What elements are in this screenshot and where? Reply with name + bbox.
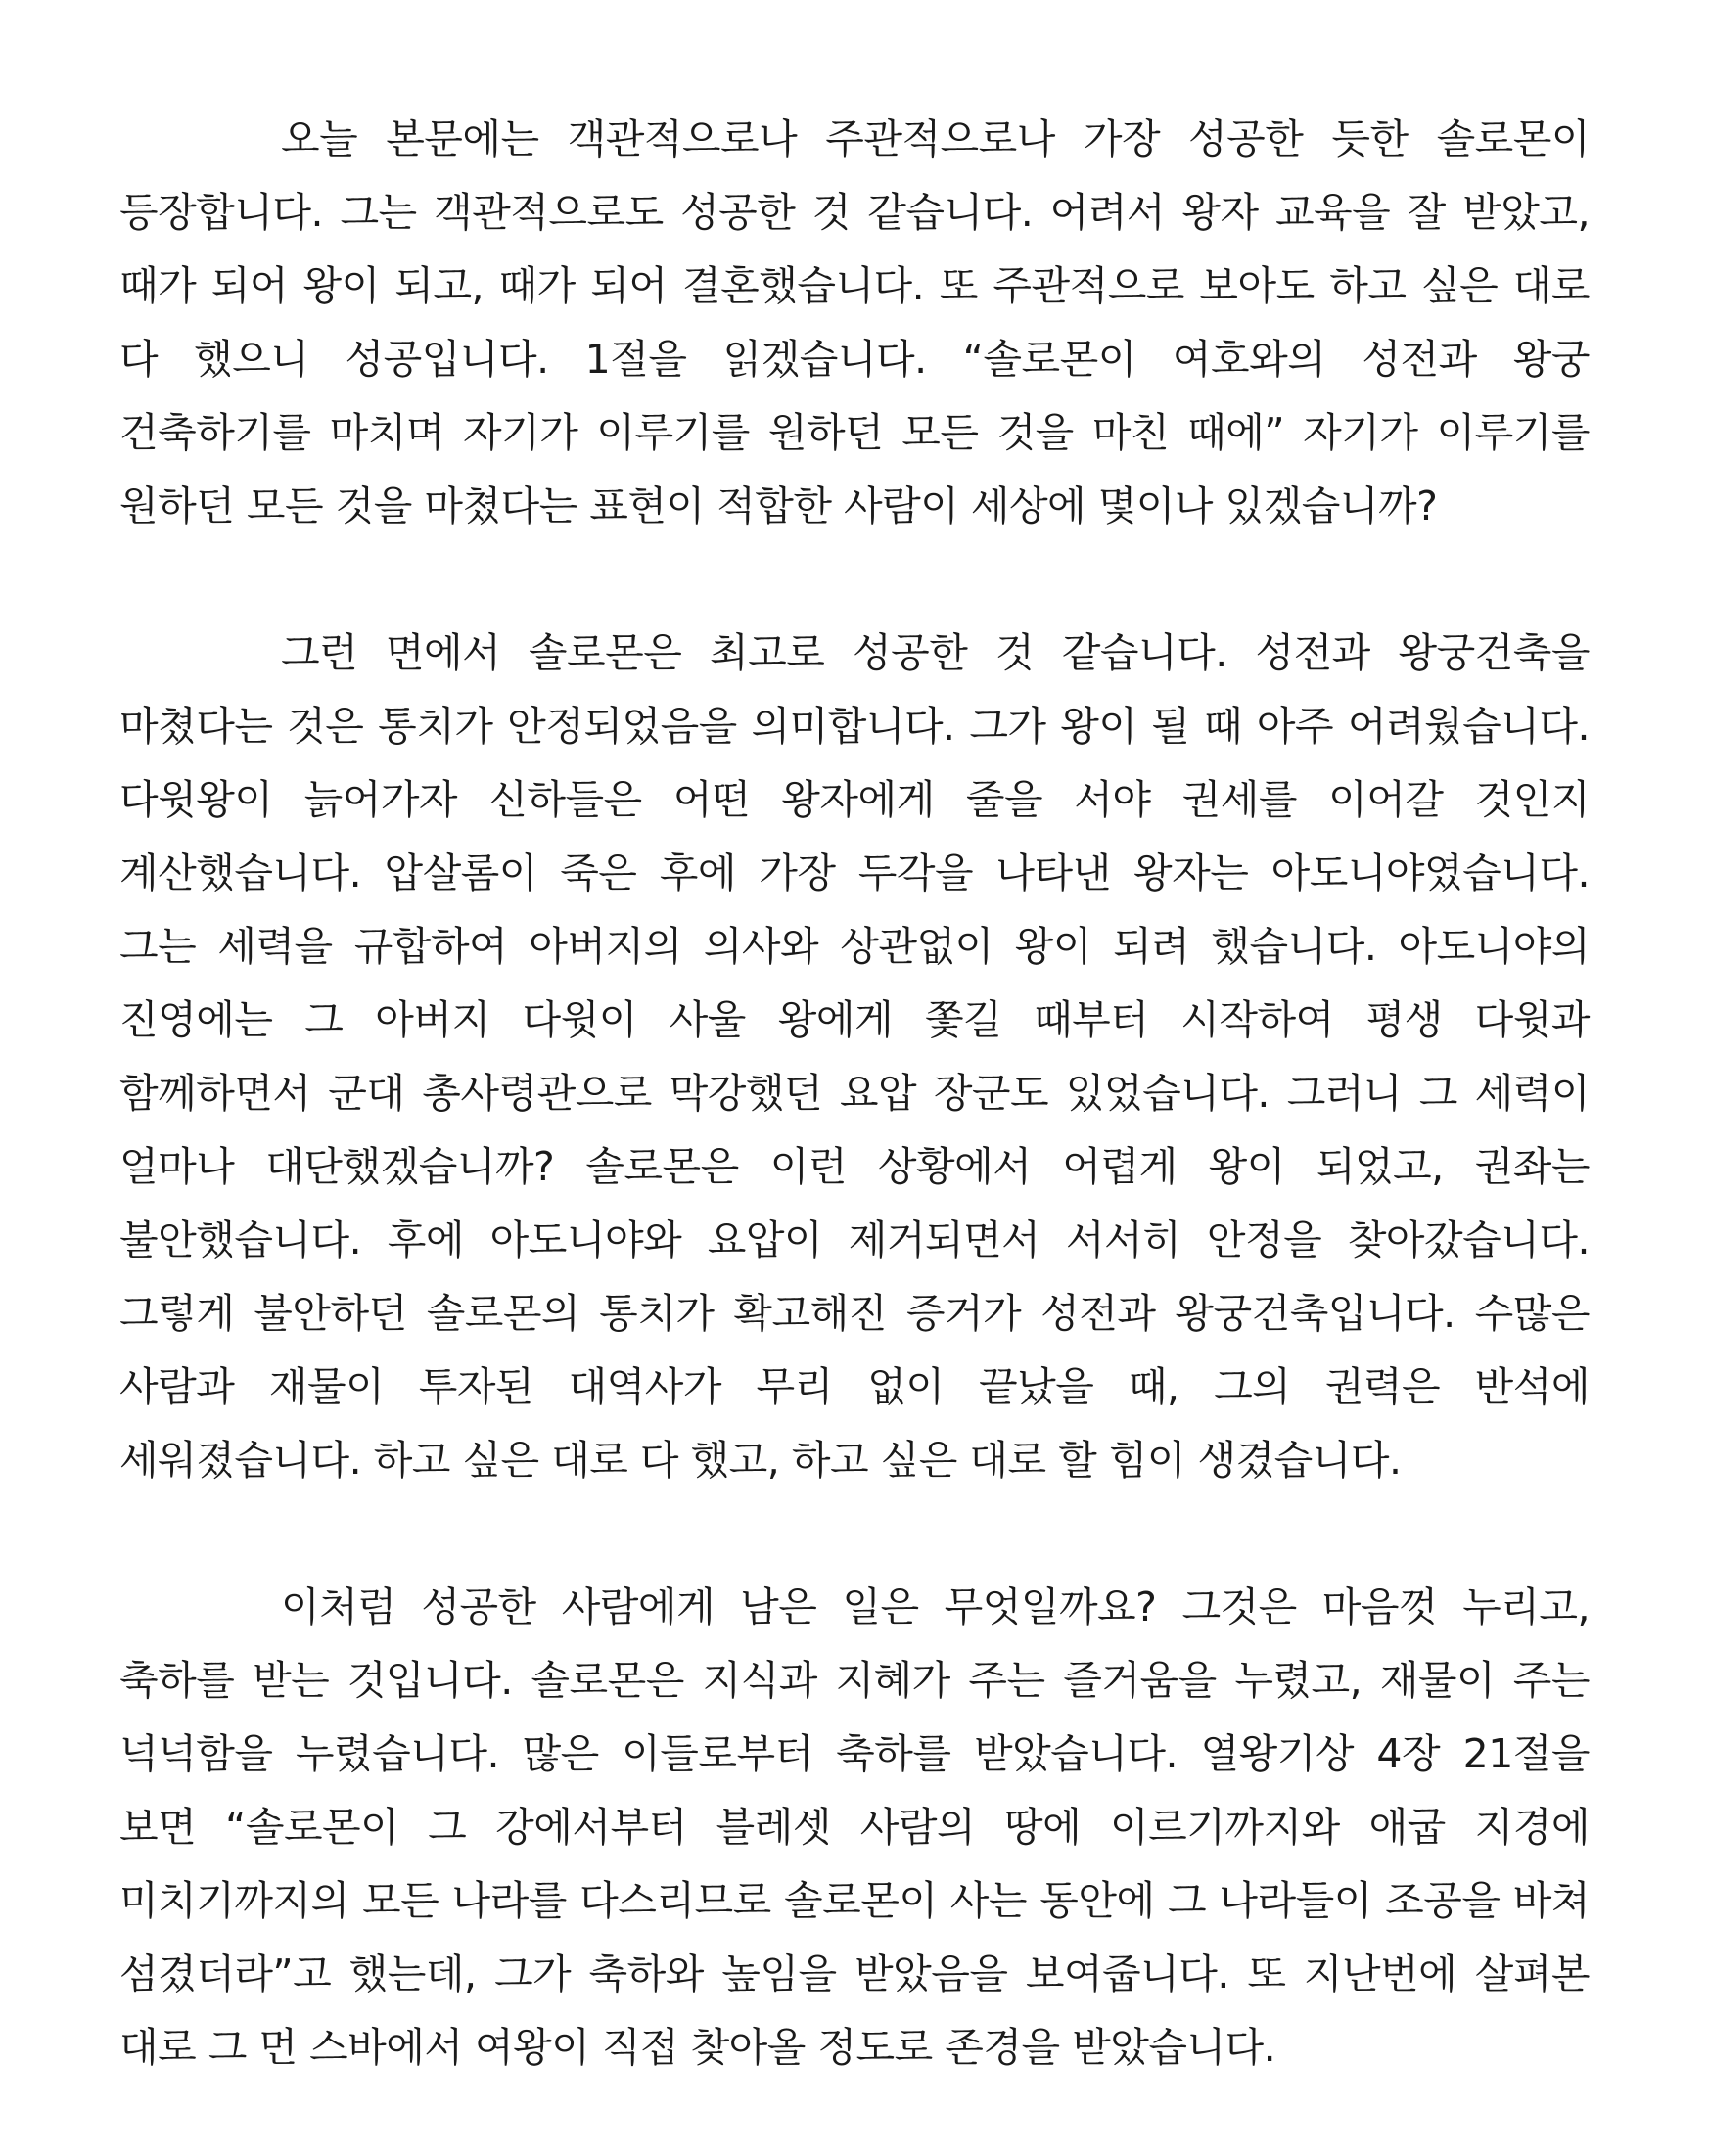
paragraph-3: 이처럼 성공한 사람에게 남은 일은 무엇일까요? 그것은 마음껏 누리고, 축하를 받는 것입니다. 솔로몬은 지식과 지혜가 주는 즐거움을 누렸고, 재물이 주는 넉넉함을 누렸습니다. 많은 이들로부터 축하를 받았습니다. 열왕기상 4장 21절을 보면 “솔로몬이 그 강에서부터 블레셋 사람의 땅에 이르기까지와 애굽 지경에 미치기까지의 모든 나라를 다스리므로 솔로몬이 사는 동안에 그 나라들이 조공을 바쳐 섬겼더라”고 했는데, 그가 축하와 높임을 받았음을 보여줍니다. 또 지난번에 살펴본 대로 그 먼 스바에서 여왕이 직접 찾아올 정도로 존경을 받았습니다. [119,1583,1590,2071]
paragraph-1: 오늘 본문에는 객관적으로나 주관적으로나 가장 성공한 듯한 솔로몬이 등장합니다. 그는 객관적으로도 성공한 것 같습니다. 어려서 왕자 교육을 잘 받았고, 때가 되어 왕이 되고, 때가 되어 결혼했습니다. 또 주관적으로 보아도 하고 싶은 대로 다 했으니 성공입니다. 1절을 읽겠습니다. “솔로몬이 여호와의 성전과 왕궁 건축하기를 마치며 자기가 이루기를 원하던 모든 것을 마친 때에” 자기가 이루기를 원하던 모든 것을 마쳤다는 표현이 적합한 사람이 세상에 몇이나 있겠습니까? [119,115,1591,529]
paragraph-2: 그런 면에서 솔로몬은 최고로 성공한 것 같습니다. 성전과 왕궁건축을 마쳤다는 것은 통치가 안정되었음을 의미합니다. 그가 왕이 될 때 아주 어려웠습니다. 다윗왕이 늙어가자 신하들은 어떤 왕자에게 줄을 서야 권세를 이어갈 것인지 계산했습니다. 압살롬이 죽은 후에 가장 두각을 나타낸 왕자는 아도니야였습니다. 그는 세력을 규합하여 아버지의 의사와 상관없이 왕이 되려 했습니다. 아도니야의 진영에는 그 아버지 다윗이 사울 왕에게 쫓길 때부터 시작하여 평생 다윗과 함께하면서 군대 총사령관으로 막강했던 요압 장군도 있었습니다. 그러니 그 세력이 얼마나 대단했겠습니까? 솔로몬은 이런 상황에서 어렵게 왕이 되었고, 권좌는 불안했습니다. 후에 아도니야와 요압이 제거되면서 서서히 안정을 찾아갔습니다. 그렇게 불안하던 솔로몬의 통치가 확고해진 증거가 성전과 왕궁건축입니다. 수많은 사람과 재물이 투자된 대역사가 무리 없이 끝났을 때, 그의 권력은 반석에 세워졌습니다. 하고 싶은 대로 다 했고, 하고 싶은 대로 할 힘이 생겼습니다. [119,629,1590,1484]
